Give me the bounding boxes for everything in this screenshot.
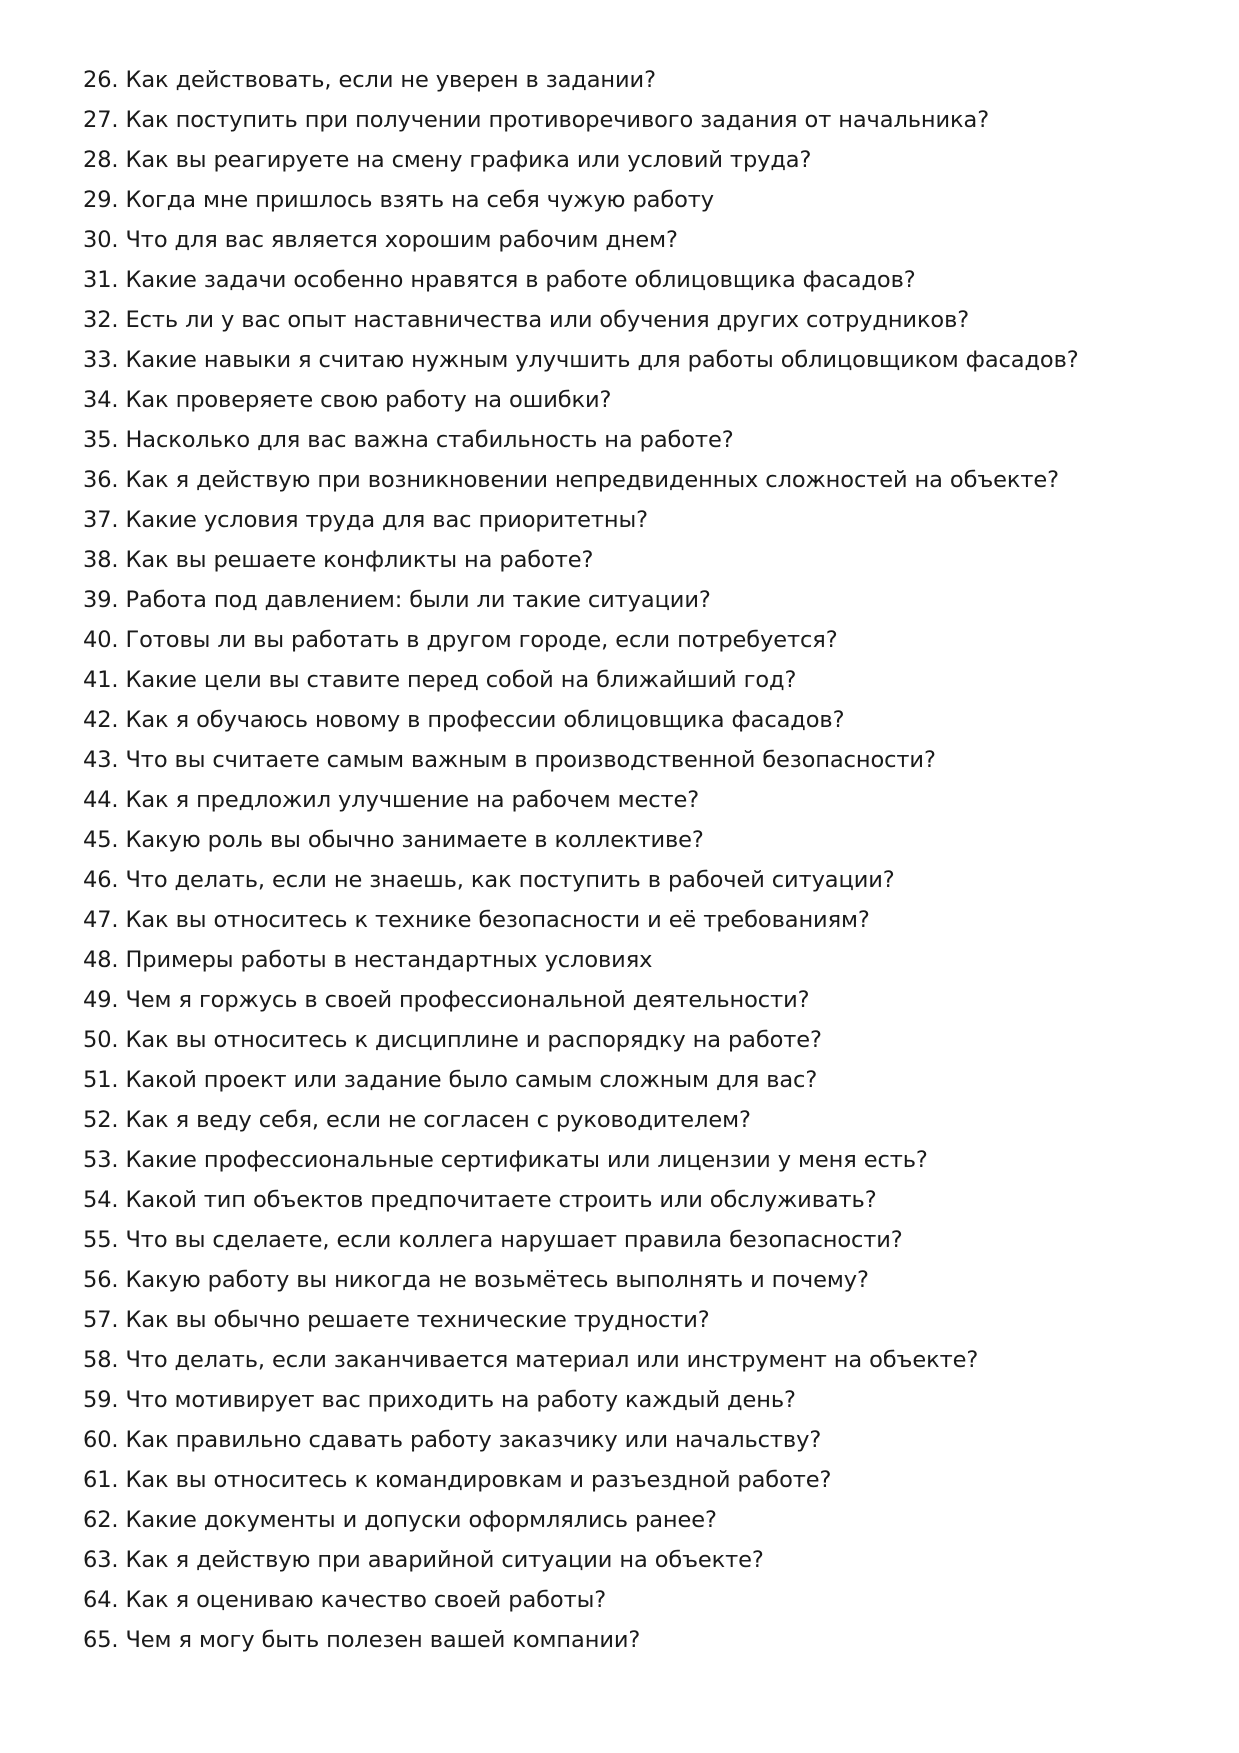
question-number: 37. — [83, 507, 119, 533]
question-number: 33. — [83, 347, 119, 373]
question-number: 32. — [83, 307, 119, 333]
question-text: Что для вас является хорошим рабочим днем? — [125, 227, 678, 253]
question-text: Что делать, если не знаешь, как поступить в рабочей ситуации? — [125, 867, 895, 893]
question-number: 44. — [83, 787, 119, 813]
question-number: 60. — [83, 1427, 119, 1453]
question-item — [83, 1260, 1183, 1300]
question-item — [83, 1540, 1183, 1580]
question-item — [83, 1460, 1183, 1500]
question-text: Что вы считаете самым важным в производственной безопасности? — [125, 747, 936, 773]
question-text: Как вы решаете конфликты на работе? — [125, 547, 594, 573]
question-number: 43. — [83, 747, 119, 773]
question-text: Как вы относитесь к дисциплине и распорядку на работе? — [125, 1027, 822, 1053]
question-item — [83, 60, 1183, 100]
question-number: 35. — [83, 427, 119, 453]
question-text: Какие задачи особенно нравятся в работе облицовщика фасадов? — [125, 267, 916, 293]
question-item — [83, 220, 1183, 260]
question-number: 38. — [83, 547, 119, 573]
question-item — [83, 860, 1183, 900]
question-item — [83, 1020, 1183, 1060]
question-text: Какие цели вы ставите перед собой на ближайший год? — [125, 667, 797, 693]
question-item — [83, 140, 1183, 180]
question-item — [83, 460, 1183, 500]
question-text: Как вы реагируете на смену графика или условий труда? — [125, 147, 812, 173]
question-item — [83, 1220, 1183, 1260]
question-item — [83, 1420, 1183, 1460]
question-item — [83, 780, 1183, 820]
question-item — [83, 700, 1183, 740]
question-number: 64. — [83, 1587, 119, 1613]
question-text: Как я предложил улучшение на рабочем месте? — [125, 787, 700, 813]
question-text: Чем я горжусь в своей профессиональной деятельности? — [125, 987, 810, 1013]
question-item — [83, 500, 1183, 540]
question-text: Какую роль вы обычно занимаете в коллективе? — [125, 827, 704, 853]
question-number: 30. — [83, 227, 119, 253]
question-number: 27. — [83, 107, 119, 133]
question-text: Какие навыки я считаю нужным улучшить для работы облицовщиком фасадов? — [125, 347, 1079, 373]
question-text: Какие документы и допуски оформлялись ранее? — [125, 1507, 717, 1533]
question-text: Как я обучаюсь новому в профессии облицовщика фасадов? — [125, 707, 845, 733]
question-number: 39. — [83, 587, 119, 613]
question-number: 46. — [83, 867, 119, 893]
question-item — [83, 1300, 1183, 1340]
question-item — [83, 1580, 1183, 1620]
question-item — [83, 740, 1183, 780]
question-text: Что вы сделаете, если коллега нарушает правила безопасности? — [125, 1227, 903, 1253]
question-text: Примеры работы в нестандартных условиях — [125, 947, 653, 973]
question-item — [83, 1100, 1183, 1140]
question-number: 62. — [83, 1507, 119, 1533]
question-item — [83, 180, 1183, 220]
question-text: Чем я могу быть полезен вашей компании? — [125, 1627, 641, 1653]
question-text: Какой тип объектов предпочитаете строить или обслуживать? — [125, 1187, 877, 1213]
question-text: Какой проект или задание было самым сложным для вас? — [125, 1067, 818, 1093]
question-number: 28. — [83, 147, 119, 173]
question-item — [83, 1340, 1183, 1380]
question-item — [83, 1180, 1183, 1220]
question-number: 41. — [83, 667, 119, 693]
question-number: 65. — [83, 1627, 119, 1653]
question-number: 61. — [83, 1467, 119, 1493]
question-item — [83, 420, 1183, 460]
question-item — [83, 1380, 1183, 1420]
question-text: Есть ли у вас опыт наставничества или обучения других сотрудников? — [125, 307, 970, 333]
question-number: 49. — [83, 987, 119, 1013]
question-text: Как вы относитесь к технике безопасности и её требованиям? — [125, 907, 870, 933]
question-item — [83, 260, 1183, 300]
question-number: 40. — [83, 627, 119, 653]
question-number: 63. — [83, 1547, 119, 1573]
question-text: Что делать, если заканчивается материал или инструмент на объекте? — [125, 1347, 979, 1373]
question-text: Какие профессиональные сертификаты или лицензии у меня есть? — [125, 1147, 928, 1173]
question-text: Как я действую при возникновении непредвиденных сложностей на объекте? — [125, 467, 1059, 493]
question-number: 57. — [83, 1307, 119, 1333]
question-number: 36. — [83, 467, 119, 493]
question-text: Как действовать, если не уверен в задании? — [125, 67, 656, 93]
question-text: Насколько для вас важна стабильность на работе? — [125, 427, 734, 453]
question-number: 29. — [83, 187, 119, 213]
question-text: Когда мне пришлось взять на себя чужую работу — [125, 187, 714, 213]
question-text: Как вы относитесь к командировкам и разъездной работе? — [125, 1467, 832, 1493]
question-item — [83, 820, 1183, 860]
question-item — [83, 980, 1183, 1020]
question-item — [83, 940, 1183, 980]
question-text: Готовы ли вы работать в другом городе, если потребуется? — [125, 627, 838, 653]
question-text: Как проверяете свою работу на ошибки? — [125, 387, 612, 413]
question-number: 31. — [83, 267, 119, 293]
question-number: 45. — [83, 827, 119, 853]
question-item — [83, 900, 1183, 940]
question-item — [83, 660, 1183, 700]
question-item — [83, 580, 1183, 620]
question-number: 55. — [83, 1227, 119, 1253]
question-number: 51. — [83, 1067, 119, 1093]
question-number: 34. — [83, 387, 119, 413]
question-text: Как поступить при получении противоречивого задания от начальника? — [125, 107, 990, 133]
question-text: Как правильно сдавать работу заказчику или начальству? — [125, 1427, 822, 1453]
question-item — [83, 340, 1183, 380]
question-item — [83, 1060, 1183, 1100]
question-item — [83, 100, 1183, 140]
question-item — [83, 540, 1183, 580]
question-text: Как я оцениваю качество своей работы? — [125, 1587, 607, 1613]
question-number: 53. — [83, 1147, 119, 1173]
question-number: 42. — [83, 707, 119, 733]
question-text: Как я веду себя, если не согласен с руководителем? — [125, 1107, 751, 1133]
question-number: 54. — [83, 1187, 119, 1213]
question-text: Какие условия труда для вас приоритетны? — [125, 507, 649, 533]
question-list — [83, 60, 1183, 1660]
question-number: 59. — [83, 1387, 119, 1413]
question-number: 26. — [83, 67, 119, 93]
question-number: 50. — [83, 1027, 119, 1053]
question-text: Что мотивирует вас приходить на работу каждый день? — [125, 1387, 796, 1413]
question-text: Как вы обычно решаете технические трудности? — [125, 1307, 710, 1333]
question-item — [83, 1500, 1183, 1540]
question-number: 48. — [83, 947, 119, 973]
question-text: Как я действую при аварийной ситуации на объекте? — [125, 1547, 764, 1573]
question-text: Работа под давлением: были ли такие ситуации? — [125, 587, 711, 613]
question-number: 56. — [83, 1267, 119, 1293]
question-text: Какую работу вы никогда не возьмётесь выполнять и почему? — [125, 1267, 869, 1293]
question-item — [83, 1140, 1183, 1180]
question-number: 47. — [83, 907, 119, 933]
question-item — [83, 300, 1183, 340]
question-item — [83, 620, 1183, 660]
question-item — [83, 1620, 1183, 1660]
question-number: 52. — [83, 1107, 119, 1133]
question-number: 58. — [83, 1347, 119, 1373]
question-item — [83, 380, 1183, 420]
